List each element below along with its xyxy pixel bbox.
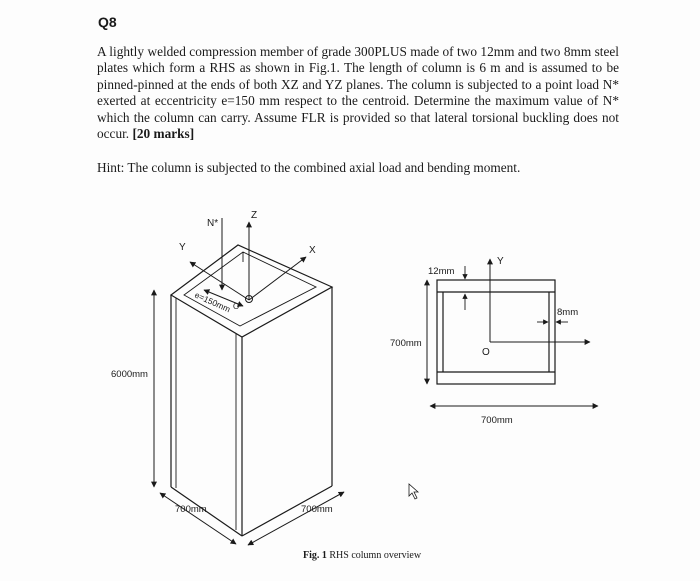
section-top-plate-label: 12mm bbox=[428, 266, 455, 277]
width-right-dim-label: 700mm bbox=[301, 504, 333, 515]
question-hint: Hint: The column is subjected to the combined axial load and bending moment. bbox=[97, 160, 521, 175]
question-number: Q8 bbox=[98, 14, 117, 30]
figure-caption-text: RHS column overview bbox=[329, 550, 422, 561]
question-body: A lightly welded compression member of grade 300PLUS made of two 12mm and two 8mm steel plates which form a RHS as shown in Fig.1. The length of column is 6 m and is assumed to be pinned-pinned at the ends of both XZ and YZ planes. The column is subjected to a point load N* exerted at eccentricity e=150 mm respect to the centroid. Determine the maximum value of N* which the column can carry. Assume FLR is provided so that lateral torsional buckling does not occur. bbox=[97, 44, 619, 142]
question-marks: [20 marks] bbox=[132, 126, 195, 142]
section-side-plate-label: 8mm bbox=[557, 307, 579, 318]
section-y-label: Y bbox=[497, 256, 504, 267]
width-left-dim-label: 700mm bbox=[175, 504, 207, 515]
iso-origin-label: O bbox=[233, 302, 240, 311]
width-right-dimension-line bbox=[248, 492, 344, 545]
isometric-column bbox=[171, 245, 332, 536]
cross-section bbox=[427, 259, 598, 406]
mouse-cursor-icon bbox=[409, 484, 418, 499]
eccentricity-label: e=150mm bbox=[193, 289, 233, 315]
section-outer bbox=[437, 280, 555, 384]
section-width-label: 700mm bbox=[481, 415, 513, 426]
iso-y-label: Y bbox=[179, 242, 186, 253]
height-dim-label: 6000mm bbox=[111, 369, 148, 380]
figure-caption bbox=[303, 550, 421, 561]
figure-caption-label: Fig. 1 bbox=[303, 550, 327, 561]
section-height-label: 700mm bbox=[390, 338, 422, 349]
width-left-dimension-line bbox=[160, 493, 236, 544]
iso-z-label: Z bbox=[251, 210, 258, 221]
section-origin-label: O bbox=[482, 347, 490, 358]
load-label: N* bbox=[207, 218, 219, 229]
iso-x-label: X bbox=[309, 245, 316, 256]
isometric-axes bbox=[190, 218, 306, 306]
